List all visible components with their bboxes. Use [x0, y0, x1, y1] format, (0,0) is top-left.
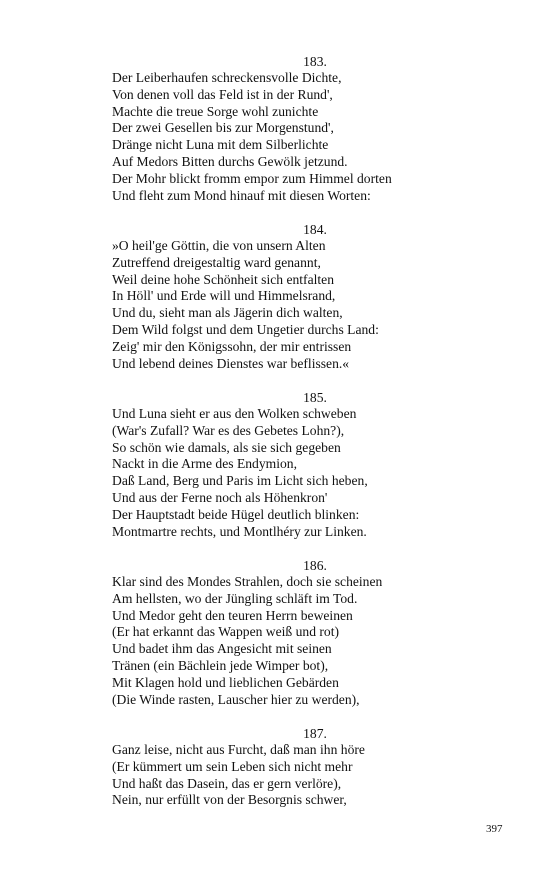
- verse-line: (War's Zufall? War es des Gebetes Lohn?),: [112, 422, 345, 438]
- verse-line: Zeig' mir den Königssohn, der mir entrissen: [112, 338, 352, 354]
- verse-line: Ganz leise, nicht aus Furcht, daß man ihn höre: [112, 742, 365, 757]
- stanza-number: 187.: [303, 726, 327, 741]
- verse-line: (Er hat erkannt das Wappen weiß und rot): [112, 624, 340, 640]
- verse-line: Auf Medors Bitten durchs Gewölk jetzund.: [112, 153, 348, 169]
- verse-line: (Die Winde rasten, Lauscher hier zu werden),: [112, 691, 360, 707]
- verse-line: Dem Wild folgst und dem Ungetier durchs Land:: [112, 321, 379, 337]
- stanza-185: [112, 389, 512, 540]
- verse-line: Und fleht zum Mond hinauf mit diesen Worten:: [112, 187, 371, 203]
- verse-line: Und Medor geht den teuren Herrn beweinen: [112, 607, 353, 623]
- page-number: 397: [486, 823, 503, 835]
- stanza-number: 186.: [303, 558, 327, 573]
- verse-line: Mit Klagen hold und lieblichen Gebärden: [112, 674, 339, 690]
- verse-line: Und badet ihm das Angesicht mit seinen: [112, 641, 332, 657]
- stanza-number: 184.: [303, 222, 327, 237]
- verse-line: Der Hauptstadt beide Hügel deutlich blinken:: [112, 506, 360, 522]
- verse-line: Dränge nicht Luna mit dem Silberlichte: [112, 137, 329, 153]
- verse-line: Und Luna sieht er aus den Wolken schweben: [112, 406, 357, 421]
- verse-line: Und haßt das Dasein, das er gern verlöre),: [112, 775, 342, 791]
- verse-line: Tränen (ein Bächlein jede Wimper bot),: [112, 657, 329, 673]
- stanza-184: [112, 221, 512, 372]
- verse-line: Am hellsten, wo der Jüngling schläft im Tod.: [112, 590, 358, 606]
- verse-line: (Er kümmert um sein Leben sich nicht mehr: [112, 758, 353, 774]
- verse-line: Machte die treue Sorge wohl zunichte: [112, 103, 319, 119]
- verse-line: Nackt in die Arme des Endymion,: [112, 456, 297, 472]
- verse-line: Der Mohr blickt fromm empor zum Himmel dorten: [112, 170, 392, 186]
- stanza-number: 185.: [303, 390, 327, 405]
- stanza-186: [112, 557, 512, 708]
- verse-line: Weil deine hohe Schönheit sich entfalten: [112, 271, 334, 287]
- verse-line: Und du, sieht man als Jägerin dich walten,: [112, 305, 343, 321]
- verse-line: »O heil'ge Göttin, die von unsern Alten: [112, 238, 326, 253]
- verse-line: So schön wie damals, als sie sich gegeben: [112, 439, 341, 455]
- verse-line: Nein, nur erfüllt von der Besorgnis schwer,: [112, 792, 347, 808]
- stanza-183: [112, 53, 512, 204]
- verse-line: Montmartre rechts, und Montlhéry zur Linken.: [112, 523, 367, 539]
- verse-line: Der zwei Gesellen bis zur Morgenstund',: [112, 120, 334, 136]
- verse-line: Der Leiberhaufen schreckensvolle Dichte,: [112, 70, 342, 85]
- verse-line: Und aus der Ferne noch als Höhenkron': [112, 489, 328, 505]
- verse-line: Und lebend deines Dienstes war beflissen.«: [112, 355, 350, 371]
- verse-line: Daß Land, Berg und Paris im Licht sich heben,: [112, 473, 368, 489]
- verse-line: Von denen voll das Feld ist in der Rund',: [112, 86, 333, 102]
- stanza-number: 183.: [303, 54, 327, 69]
- verse-line: Klar sind des Mondes Strahlen, doch sie scheinen: [112, 574, 383, 589]
- stanza-187: [112, 725, 512, 809]
- verse-line: In Höll' und Erde will und Himmelsrand,: [112, 288, 336, 304]
- verse-line: Zutreffend dreigestaltig ward genannt,: [112, 254, 321, 270]
